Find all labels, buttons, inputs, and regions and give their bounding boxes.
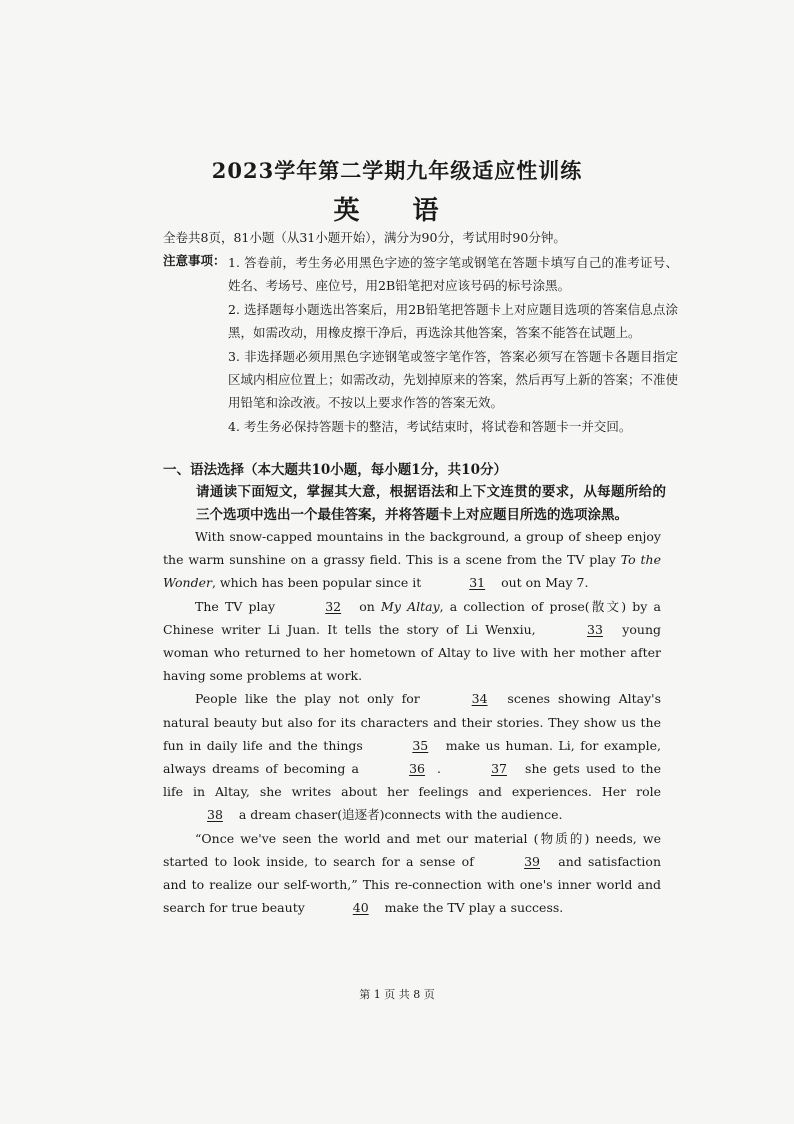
blank-40: 40 xyxy=(352,900,369,916)
notice-item-2: 2. 选择题每小题选出答案后，用2B铅笔把答题卡上对应题目选项的答案信息点涂黑，如需改动，用橡皮擦干净后，再选涂其他答案，答案不能答在试题上。 xyxy=(228,301,678,341)
subject-title: 英 语 xyxy=(333,196,461,226)
passage-text: young woman who returned to her hometown of Altay to live with her mother after having some problems at work. xyxy=(163,621,661,684)
passage-text: on xyxy=(353,598,382,614)
passage-text: , a collection of prose(散文) by a Chinese writer Li Juan. It tells the story of Li Wenxiu, xyxy=(163,598,661,637)
passage-text: out on May 7. xyxy=(497,575,589,591)
passage-paragraph-3 xyxy=(163,687,661,826)
section-heading: 一、语法选择（本大题共10小题，每小题1分，共10分） xyxy=(163,462,507,478)
exam-title: 2023学年第二学期九年级适应性训练 xyxy=(211,158,583,183)
play-title: To the Wonder xyxy=(163,552,662,591)
passage-text: , which has been popular since it xyxy=(211,575,426,591)
passage-text: “Once we've seen the world and met our material (物质的) needs, we started to look inside, to search for a sense of xyxy=(163,830,661,869)
passage-text: . xyxy=(436,761,448,777)
book-title: My Altay xyxy=(381,598,440,614)
blank-34: 34 xyxy=(471,691,488,707)
passage-text: The TV play xyxy=(195,598,282,614)
page-number: 第 1 页 共 8 页 xyxy=(359,988,435,1001)
blank-37: 37 xyxy=(491,761,507,777)
passage-text: With snow-capped mountains in the background, a group of sheep enjoy the warm sunshine on a grassy field. This is a scene from the TV play xyxy=(163,529,661,568)
passage-paragraph-1 xyxy=(163,525,661,595)
passage-text: scenes showing Altay's natural beauty but also for its characters and their stories. They show us the fun in daily life and the things xyxy=(163,691,661,753)
blank-38: 38 xyxy=(207,807,223,823)
blank-36: 36 xyxy=(409,761,425,777)
passage-text: a dream chaser(追逐者)connects with the audience. xyxy=(234,807,563,823)
blank-35: 35 xyxy=(412,737,429,753)
blank-39: 39 xyxy=(524,853,540,869)
blank-32: 32 xyxy=(325,598,342,614)
blank-33: 33 xyxy=(587,621,603,637)
passage-text: People like the play not only for xyxy=(195,691,428,707)
notice-item-3: 3. 非选择题必须用黑色字迹钢笔或签字笔作答，答案必须写在答题卡各题目指定区域内相应位置上；如需改动，先划掉原来的答案，然后再写上新的答案；不准使用铅笔和涂改液。不按以上要求作答的答案无效。 xyxy=(228,348,679,411)
passage-text: make the TV play a success. xyxy=(380,900,564,916)
passage-text: she gets used to the life in Altay, she writes about her feelings and experiences. Her role xyxy=(163,761,662,800)
passage-text: and satisfaction and to realize our self-worth,” This re-connection with one's inner world and search for true beauty xyxy=(163,853,661,916)
section-instruction: 请通读下面短文，掌握其大意，根据语法和上下文连贯的要求，从每题所给的三个选项中选出一个最佳答案，并将答题卡上对应题目所选的选项涂黑。 xyxy=(196,484,666,523)
passage-paragraph-4 xyxy=(163,827,661,920)
notice-label: 注意事项： xyxy=(163,253,226,268)
exam-summary: 全卷共8页，81小题（从31小题开始），满分为90分，考试用时90分钟。 xyxy=(163,230,566,245)
blank-31: 31 xyxy=(469,575,486,591)
notice-item-4: 4. 考生务必保持答题卡的整洁，考试结束时，将试卷和答题卡一并交回。 xyxy=(228,418,632,434)
passage-text: make us human. Li, for example, always dreams of becoming a xyxy=(163,737,661,777)
passage-paragraph-2 xyxy=(163,595,661,688)
notice-list xyxy=(228,251,678,438)
notice-item-1: 1. 答卷前，考生务必用黑色字迹的签字笔或钢笔在答题卡填写自己的准考证号、姓名、考场号、座位号，用2B铅笔把对应该号码的标号涂黑。 xyxy=(228,255,678,294)
passage xyxy=(163,525,661,919)
